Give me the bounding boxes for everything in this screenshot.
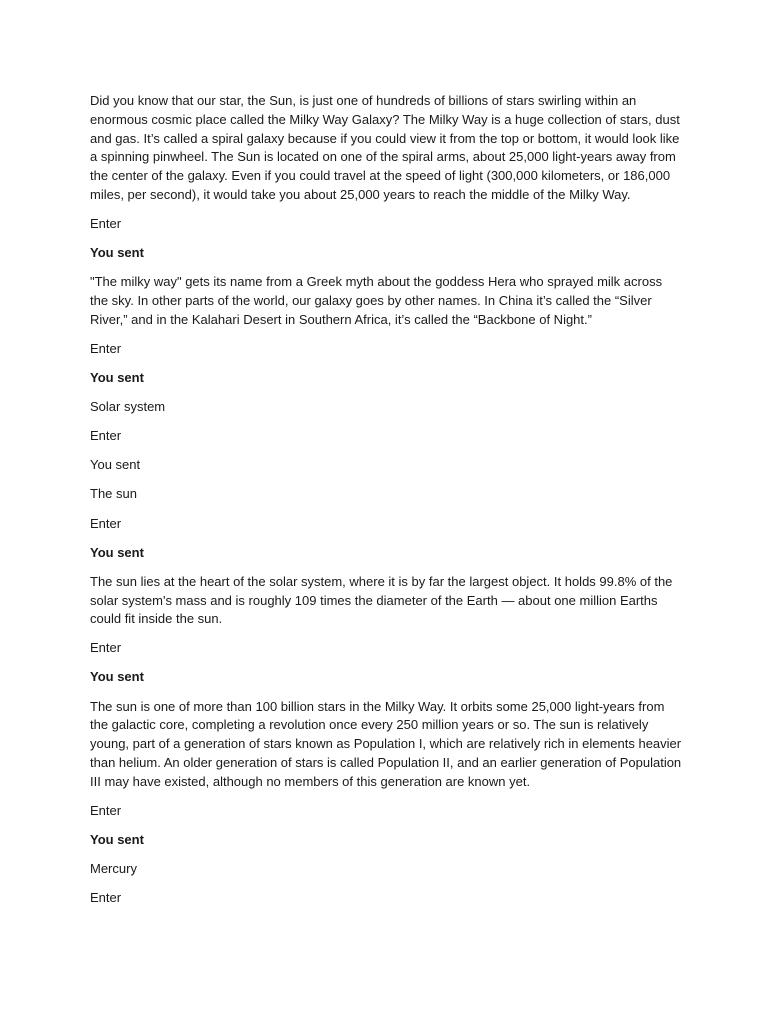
you-sent-label: You sent: [90, 457, 141, 473]
enter-label: Enter: [90, 802, 122, 818]
you-sent-label: You sent: [90, 669, 144, 685]
message-the-sun: The sun: [90, 486, 137, 502]
you-sent-label: You sent: [90, 370, 144, 386]
you-sent-label: You sent: [90, 831, 144, 847]
enter-label: Enter: [90, 216, 122, 232]
paragraph-milky-way-name: "The milky way" gets its name from a Greek myth about the goddess Hera who sprayed milk across the sky. In other parts of the world, our galaxy goes by other names. In China it’s called the “Silver River,” and in the Kalahari Desert in Southern Africa, it’s called the “Backbone of Night.”: [90, 274, 663, 327]
enter-label: Enter: [90, 640, 122, 656]
enter-label: Enter: [90, 340, 122, 356]
you-sent-label: You sent: [90, 544, 144, 560]
message-solar-system: Solar system: [90, 399, 166, 415]
enter-label: Enter: [90, 428, 122, 444]
paragraph-sun-stars: The sun is one of more than 100 billion stars in the Milky Way. It orbits some 25,000 light-years from the galactic core, completing a revolution once every 250 million years or so. The sun is relatively young, part of a generation of stars known as Population I, which are relatively rich in elements heavier than helium. An older generation of stars is called Population II, and an earlier generation of Population III may have existed, although no members of this generation are known yet.: [90, 698, 682, 789]
enter-label: Enter: [90, 515, 122, 531]
paragraph-sun-heart: The sun lies at the heart of the solar system, where it is by far the largest object. It holds 99.8% of the solar system's mass and is roughly 109 times the diameter of the Earth — about one million Earths could fit inside the sun.: [90, 573, 673, 627]
document-page: [90, 92, 682, 918]
paragraph-milky-way-intro: Did you know that our star, the Sun, is just one of hundreds of billions of stars swirling within an enormous cosmic place called the Milky Way Galaxy? The Milky Way is a huge collection of stars, dust and gas. It’s called a spiral galaxy because if you could view it from the top or bottom, it would look like a spinning pinwheel. The Sun is located on one of the spiral arms, about 25,000 light-years away from the center of the galaxy. Even if you could travel at the speed of light (300,000 kilometers, or 186,000 miles, per second), it would take you about 25,000 years to reach the middle of the Milky Way.: [90, 93, 680, 202]
message-mercury: Mercury: [90, 861, 137, 877]
you-sent-label: You sent: [90, 245, 144, 261]
enter-label: Enter: [90, 890, 122, 906]
